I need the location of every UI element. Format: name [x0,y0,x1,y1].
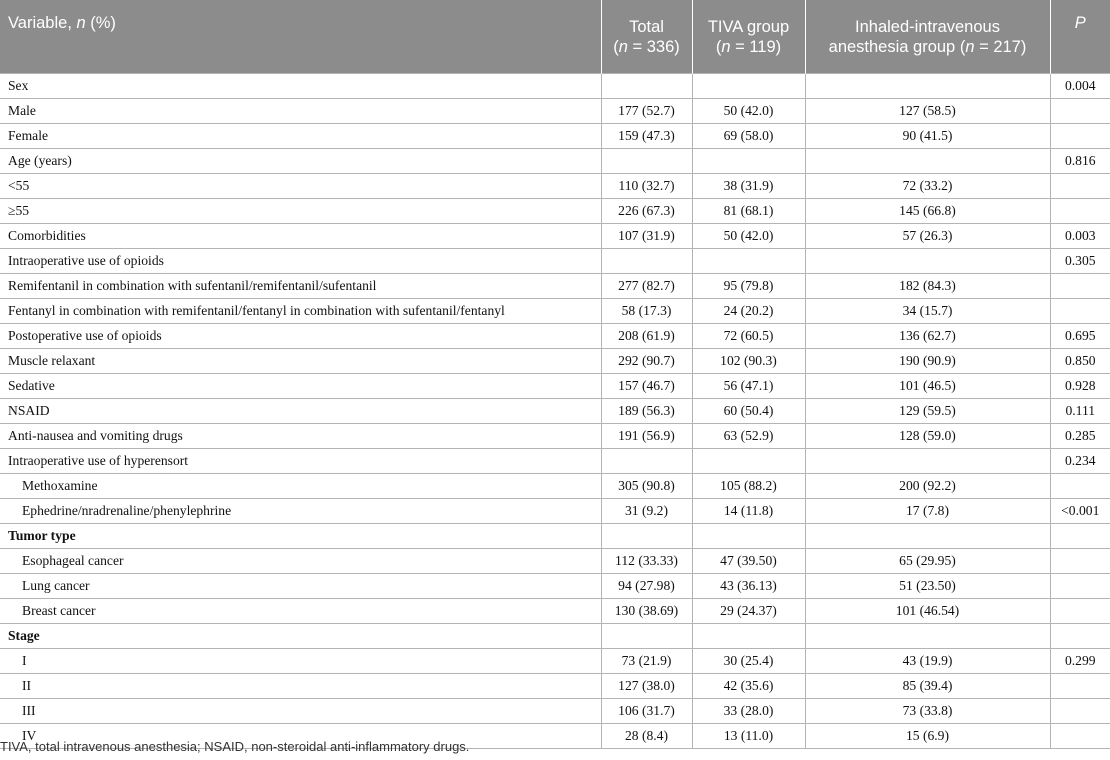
tiva-cell: 13 (11.0) [692,724,805,749]
variable-cell: I [0,649,601,674]
table-row [0,399,1110,424]
p-value-cell: 0.234 [1050,449,1110,474]
header-row [0,0,1110,74]
table-header [0,0,1110,74]
inhaled-cell: 15 (6.9) [805,724,1050,749]
variable-cell: Intraoperative use of opioids [0,249,601,274]
table-row [0,174,1110,199]
table-row [0,74,1110,99]
table-row [0,374,1110,399]
variable-cell: II [0,674,601,699]
inhaled-cell [805,74,1050,99]
p-value-cell [1050,99,1110,124]
total-cell: 127 (38.0) [601,674,692,699]
variable-cell: Methoxamine [0,474,601,499]
inhaled-cell: 65 (29.95) [805,549,1050,574]
p-value-cell [1050,599,1110,624]
table-row [0,474,1110,499]
variable-cell: <55 [0,174,601,199]
total-cell: 31 (9.2) [601,499,692,524]
inhaled-cell: 34 (15.7) [805,299,1050,324]
tiva-cell: 105 (88.2) [692,474,805,499]
variable-cell: Anti-nausea and vomiting drugs [0,424,601,449]
total-cell: 110 (32.7) [601,174,692,199]
total-cell: 157 (46.7) [601,374,692,399]
total-cell [601,74,692,99]
tiva-cell: 60 (50.4) [692,399,805,424]
p-value-cell [1050,124,1110,149]
header-tiva-group: TIVA group (n = 119) [692,0,805,74]
inhaled-cell: 129 (59.5) [805,399,1050,424]
inhaled-cell: 101 (46.5) [805,374,1050,399]
variable-cell: Lung cancer [0,574,601,599]
p-value-cell [1050,624,1110,649]
header-inhaled-group: Inhaled-intravenous anesthesia group (n = 217) [805,0,1050,74]
tiva-cell [692,74,805,99]
total-cell: 277 (82.7) [601,274,692,299]
tiva-cell: 43 (36.13) [692,574,805,599]
tiva-cell: 102 (90.3) [692,349,805,374]
p-value-cell: 0.695 [1050,324,1110,349]
p-value-cell: 0.111 [1050,399,1110,424]
variable-cell: Postoperative use of opioids [0,324,601,349]
p-value-cell: 0.004 [1050,74,1110,99]
total-cell: 305 (90.8) [601,474,692,499]
variable-cell: Sex [0,74,601,99]
total-cell: 208 (61.9) [601,324,692,349]
table-row [0,124,1110,149]
tiva-cell: 72 (60.5) [692,324,805,349]
variable-cell: IV [0,724,601,749]
inhaled-cell: 190 (90.9) [805,349,1050,374]
p-value-cell [1050,199,1110,224]
table-row [0,324,1110,349]
variable-cell: Male [0,99,601,124]
total-cell: 130 (38.69) [601,599,692,624]
total-cell: 226 (67.3) [601,199,692,224]
variable-cell: Tumor type [0,524,601,549]
tiva-cell [692,624,805,649]
p-value-cell [1050,274,1110,299]
p-value-cell: 0.003 [1050,224,1110,249]
tiva-cell: 30 (25.4) [692,649,805,674]
tiva-cell [692,524,805,549]
total-cell: 191 (56.9) [601,424,692,449]
inhaled-cell: 72 (33.2) [805,174,1050,199]
table-row [0,249,1110,274]
table-row [0,524,1110,549]
table-row [0,624,1110,649]
tiva-cell: 56 (47.1) [692,374,805,399]
inhaled-cell [805,249,1050,274]
table-row [0,449,1110,474]
tiva-cell: 38 (31.9) [692,174,805,199]
total-cell: 28 (8.4) [601,724,692,749]
variable-cell: III [0,699,601,724]
inhaled-cell: 73 (33.8) [805,699,1050,724]
table-row [0,199,1110,224]
tiva-cell: 33 (28.0) [692,699,805,724]
p-value-cell: 0.928 [1050,374,1110,399]
tiva-cell [692,249,805,274]
table-row [0,599,1110,624]
inhaled-cell: 127 (58.5) [805,99,1050,124]
p-value-cell: 0.299 [1050,649,1110,674]
total-cell: 58 (17.3) [601,299,692,324]
table-row [0,674,1110,699]
p-value-cell [1050,474,1110,499]
variable-cell: Female [0,124,601,149]
inhaled-cell: 200 (92.2) [805,474,1050,499]
p-value-cell: 0.850 [1050,349,1110,374]
variable-cell: Stage [0,624,601,649]
p-value-cell [1050,724,1110,749]
table-row [0,699,1110,724]
p-value-cell: 0.816 [1050,149,1110,174]
total-cell: 106 (31.7) [601,699,692,724]
total-cell: 73 (21.9) [601,649,692,674]
variable-cell: Sedative [0,374,601,399]
total-cell: 292 (90.7) [601,349,692,374]
tiva-cell [692,149,805,174]
table-row [0,649,1110,674]
tiva-cell: 47 (39.50) [692,549,805,574]
header-total: Total (n = 336) [601,0,692,74]
table-footnote: TIVA, total intravenous anesthesia; NSAID, non-steroidal anti-inflammatory drugs. [0,739,470,754]
total-cell [601,524,692,549]
inhaled-cell [805,449,1050,474]
tiva-cell [692,449,805,474]
variable-cell: Comorbidities [0,224,601,249]
p-value-cell: 0.305 [1050,249,1110,274]
tiva-cell: 95 (79.8) [692,274,805,299]
variable-cell: Intraoperative use of hyperensort [0,449,601,474]
header-variable: Variable, n (%) [0,0,601,74]
tiva-cell: 29 (24.37) [692,599,805,624]
variable-cell: ≥55 [0,199,601,224]
variable-cell: Ephedrine/nradrenaline/phenylephrine [0,499,601,524]
p-value-cell: 0.285 [1050,424,1110,449]
p-value-cell [1050,574,1110,599]
table-row [0,224,1110,249]
tiva-cell: 24 (20.2) [692,299,805,324]
tiva-cell: 50 (42.0) [692,99,805,124]
total-cell: 177 (52.7) [601,99,692,124]
tiva-cell: 50 (42.0) [692,224,805,249]
table-row [0,99,1110,124]
inhaled-cell: 101 (46.54) [805,599,1050,624]
table-row [0,424,1110,449]
total-cell: 112 (33.33) [601,549,692,574]
inhaled-cell: 128 (59.0) [805,424,1050,449]
total-cell: 189 (56.3) [601,399,692,424]
variable-cell: Fentanyl in combination with remifentanil/fentanyl in combination with sufentanil/fentanyl [0,299,601,324]
inhaled-cell: 57 (26.3) [805,224,1050,249]
total-cell [601,449,692,474]
total-cell: 94 (27.98) [601,574,692,599]
inhaled-cell: 85 (39.4) [805,674,1050,699]
inhaled-cell: 17 (7.8) [805,499,1050,524]
table-row [0,299,1110,324]
table-row [0,149,1110,174]
total-cell [601,149,692,174]
inhaled-cell: 51 (23.50) [805,574,1050,599]
p-value-cell [1050,549,1110,574]
table-body [0,74,1110,749]
inhaled-cell [805,149,1050,174]
tiva-cell: 69 (58.0) [692,124,805,149]
table-row [0,574,1110,599]
inhaled-cell [805,624,1050,649]
variable-cell: NSAID [0,399,601,424]
inhaled-cell: 43 (19.9) [805,649,1050,674]
table-row [0,549,1110,574]
header-p-value: P [1050,0,1110,74]
table-row [0,349,1110,374]
variable-cell: Esophageal cancer [0,549,601,574]
variable-cell: Age (years) [0,149,601,174]
total-cell: 107 (31.9) [601,224,692,249]
inhaled-cell: 90 (41.5) [805,124,1050,149]
variable-cell: Remifentanil in combination with sufentanil/remifentanil/sufentanil [0,274,601,299]
total-cell: 159 (47.3) [601,124,692,149]
p-value-cell [1050,674,1110,699]
p-value-cell [1050,174,1110,199]
total-cell [601,624,692,649]
tiva-cell: 42 (35.6) [692,674,805,699]
inhaled-cell [805,524,1050,549]
inhaled-cell: 136 (62.7) [805,324,1050,349]
table-row [0,499,1110,524]
table-row [0,274,1110,299]
p-value-cell [1050,524,1110,549]
p-value-cell: <0.001 [1050,499,1110,524]
inhaled-cell: 145 (66.8) [805,199,1050,224]
total-cell [601,249,692,274]
tiva-cell: 14 (11.8) [692,499,805,524]
tiva-cell: 81 (68.1) [692,199,805,224]
p-value-cell [1050,699,1110,724]
variable-cell: Breast cancer [0,599,601,624]
inhaled-cell: 182 (84.3) [805,274,1050,299]
variable-cell: Muscle relaxant [0,349,601,374]
p-value-cell [1050,299,1110,324]
tiva-cell: 63 (52.9) [692,424,805,449]
